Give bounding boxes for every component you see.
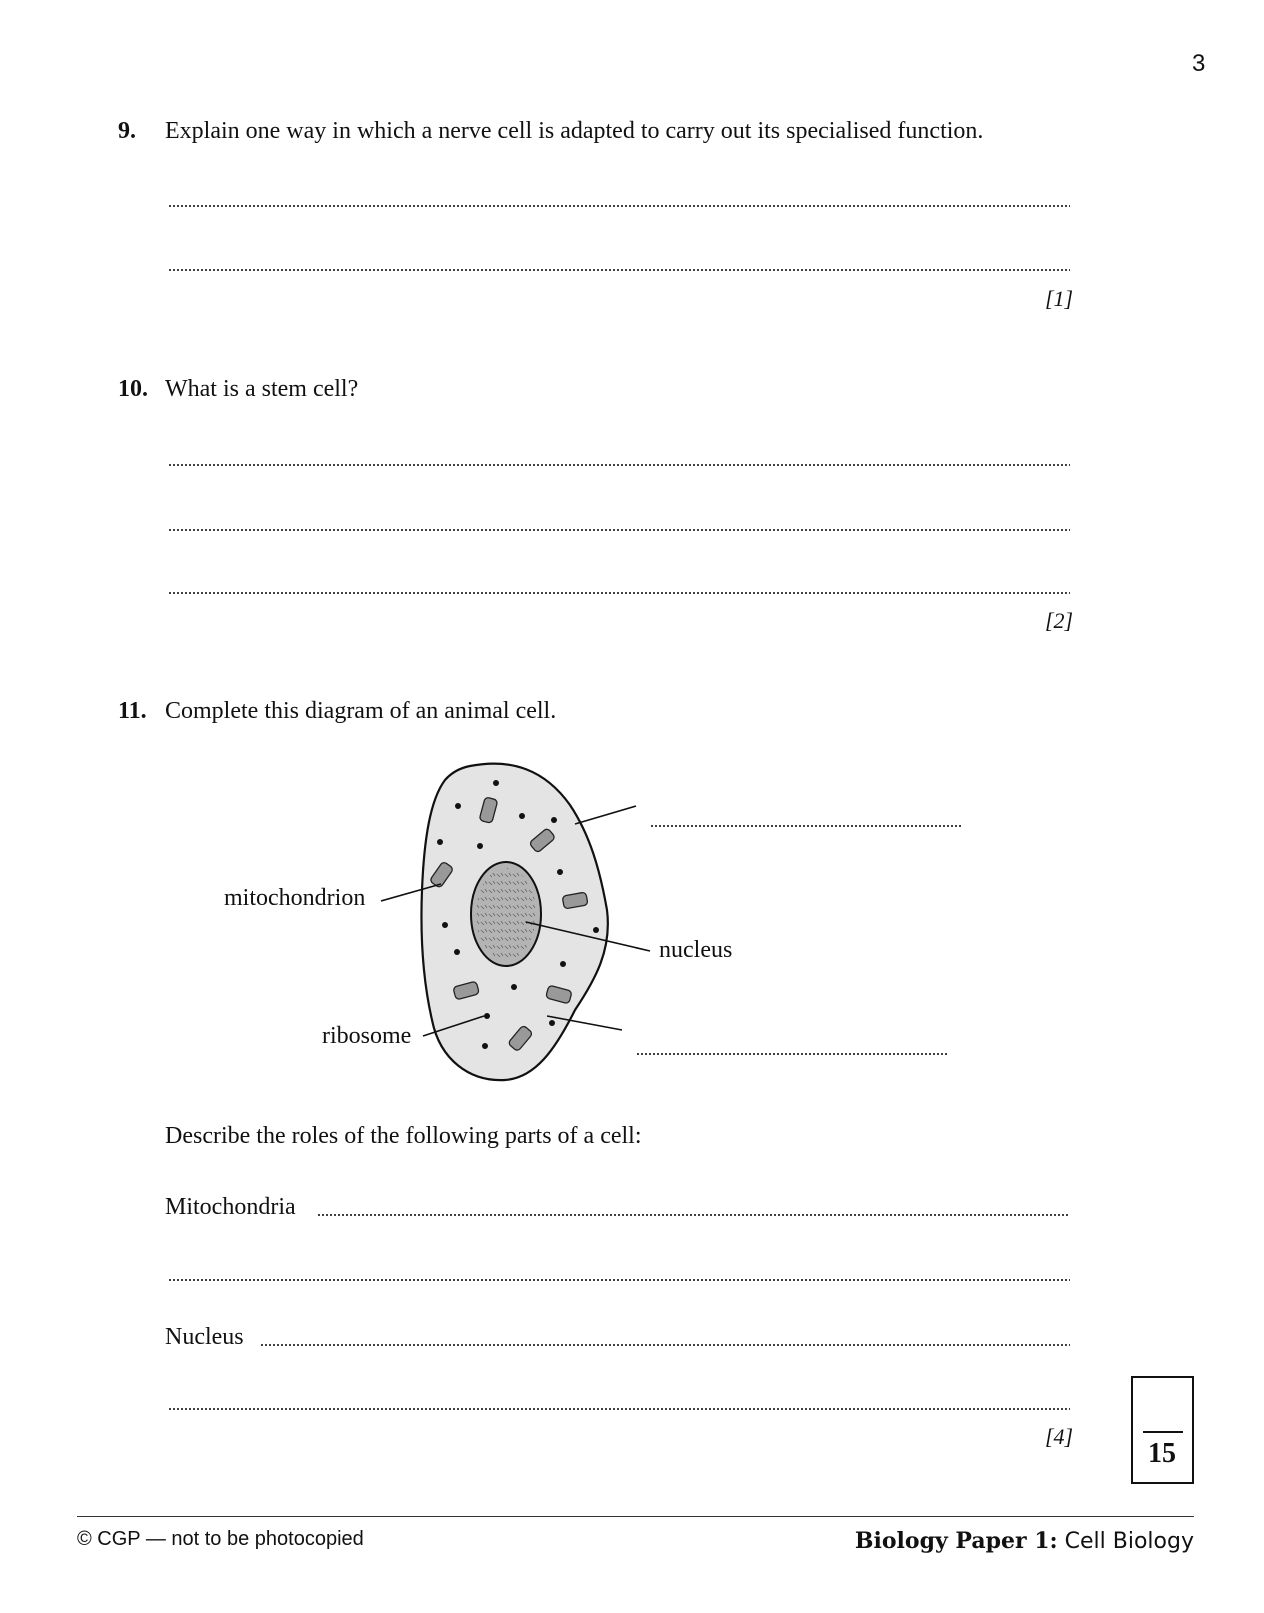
label-ribosome: ribosome [322,1023,412,1049]
marks-q9: [1] [1045,286,1074,311]
label-nucleus: nucleus [659,937,733,963]
question-11-number: 11. [118,698,147,724]
question-10-text: What is a stem cell? [165,376,359,402]
question-9-text: Explain one way in which a nerve cell is adapted to carry out its specialised function. [165,118,984,144]
marks-q11: [4] [1045,1424,1074,1449]
answer-line-nucleus-2[interactable] [168,1403,1070,1415]
question-11-text: Complete this diagram of an animal cell. [165,698,557,724]
diagram-answer-blank-1[interactable] [650,820,962,832]
footer-paper-title [855,1528,1194,1554]
score-total: 15 [1148,1438,1176,1469]
footer-topic: Cell Biology [1057,1529,1194,1554]
label-mitochondrion: mitochondrion [224,885,366,911]
score-box [1131,1376,1194,1484]
page-number: 3 [1192,50,1206,77]
answer-line-mitochondria-1[interactable] [317,1209,1070,1221]
question-10-number: 10. [118,376,148,402]
mitochondria-label: Mitochondria [165,1194,296,1220]
score-box-rule [1143,1431,1183,1433]
footer-copyright: © CGP — not to be photocopied [77,1528,364,1550]
footer-paper-name: Biology Paper 1: [854,1528,1058,1554]
answer-line-nucleus-1[interactable] [260,1339,1070,1351]
q11-instruction: Describe the roles of the following parts of a cell: [165,1123,642,1149]
nucleus-label: Nucleus [165,1324,244,1350]
diagram-answer-blank-2[interactable] [636,1048,948,1060]
answer-line-mitochondria-2[interactable] [168,1274,1070,1286]
question-9-number: 9. [118,118,136,144]
marks-q10: [2] [1045,608,1074,633]
footer-rule [77,1516,1194,1517]
